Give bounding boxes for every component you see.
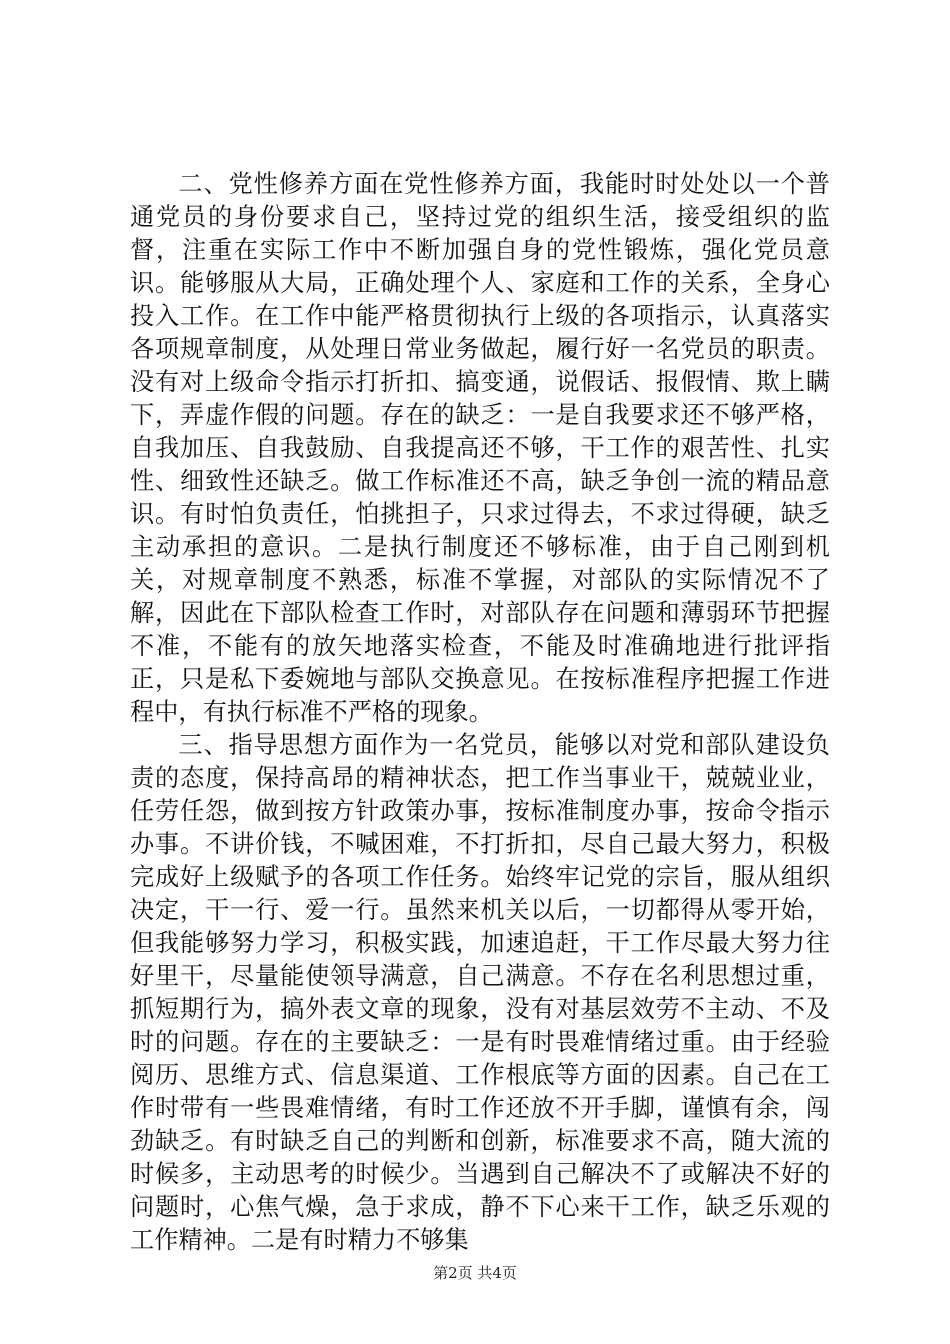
- paragraph-party-cultivation: 二、党性修养方面在党性修养方面，我能时时处处以一个普通党员的身份要求自己，坚持过党的组织生活，接受组织的监督，注重在实际工作中不断加强自身的党性锻炼，强化党员意识。能够服从大局，正确处理个人、家庭和工作的关系，全身心投入工作。在工作中能严格贯彻执行上级的各项指示，认真落实各项规章制度，从处理日常业务做起，履行好一名党员的职责。没有对上级命令指示打折扣、搞变通，说假话、报假情、欺上瞒下，弄虚作假的问题。存在的缺乏：一是自我要求还不够严格，自我加压、自我鼓励、自我提高还不够，干工作的艰苦性、扎实性、细致性还缺乏。做工作标准还不高，缺乏争创一流的精品意识。有时怕负责任，怕挑担子，只求过得去，不求过得硬，缺乏主动承担的意识。二是执行制度还不够标准，由于自己刚到机关，对规章制度不熟悉，标准不掌握，对部队的实际情况不了解，因此在下部队检查工作时，对部队存在问题和薄弱环节把握不准，不能有的放矢地落实检查，不能及时准确地进行批评指正，只是私下委婉地与部队交换意见。在按标准程序把握工作进程中，有执行标准不严格的现象。: [130, 170, 830, 726]
- page-number-footer: 第2页 共4页: [433, 1264, 517, 1282]
- paragraph-guiding-ideology: 三、指导思想方面作为一名党员，能够以对党和部队建设负责的态度，保持高昂的精神状态，把工作当事业干，兢兢业业，任劳任怨，做到按方针政策办事，按标准制度办事，按命令指示办事。不讲价钱，不喊困难，不打折扣，尽自己最大努力，积极完成好上级赋予的各项工作任务。始终牢记党的宗旨，服从组织决定，干一行、爱一行。虽然来机关以后，一切都得从零开始，但我能够努力学习，积极实践，加速追赶，干工作尽最大努力往好里干，尽量能使领导满意，自己满意。不存在名利思想过重，抓短期行为，搞外表文章的现象，没有对基层效劳不主动、不及时的问题。存在的主要缺乏：一是有时畏难情绪过重。由于经验阅历、思维方式、信息渠道、工作根底等方面的因素。自己在工作时带有一些畏难情绪，有时工作还放不开手脚，谨慎有余，闯劲缺乏。有时缺乏自己的判断和创新，标准要求不高，随大流的时候多，主动思考的时候少。当遇到自己解决不了或解决不好的问题时，心焦气燥，急于求成，静不下心来干工作，缺乏乐观的工作精神。二是有时精力不够集: [130, 731, 830, 1254]
- document-body: [130, 168, 830, 1257]
